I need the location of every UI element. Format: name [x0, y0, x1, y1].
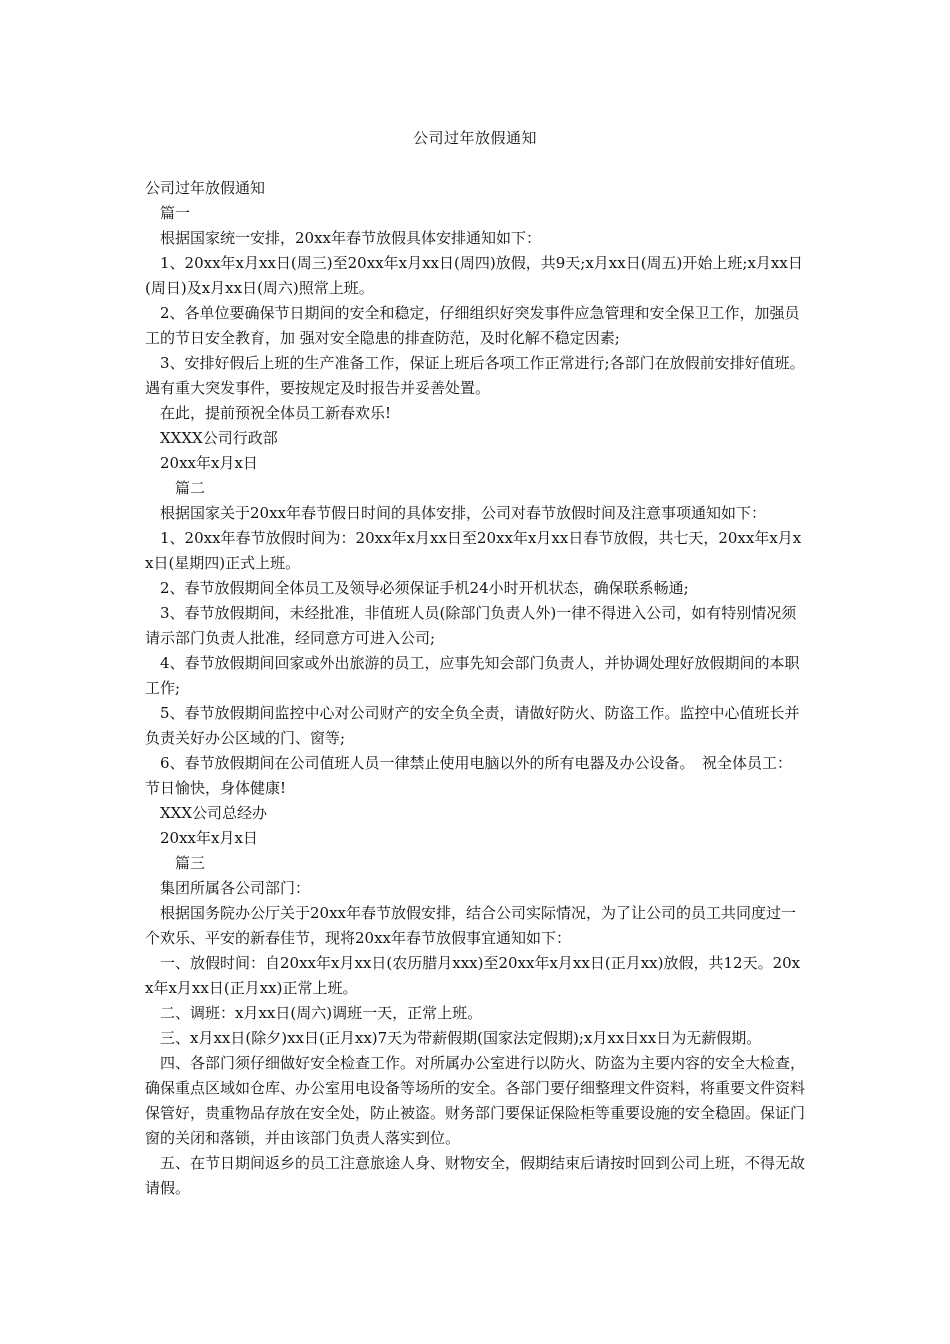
- paragraph: 根据国家统一安排，20xx年春节放假具体安排通知如下：: [160, 229, 542, 247]
- section-heading-3: 篇三: [175, 854, 206, 872]
- paragraph: 1、20xx年春节放假时间为：20xx年x月xx日至20xx年x月xx日春节放假，共七天，20xx年x月xx日(星期四)正式上班。: [145, 529, 802, 572]
- signature-org: XXX公司总经办: [160, 804, 268, 822]
- paragraph: 五、在节日期间返乡的员工注意旅途人身、财物安全，假期结束后请按时回到公司上班，不得无故请假。: [145, 1154, 806, 1197]
- paragraph-doc-subtitle: 公司过年放假通知: [145, 179, 266, 197]
- signature-date: 20xx年x月x日: [160, 454, 258, 472]
- paragraph: 5、春节放假期间监控中心对公司财产的安全负全责，请做好防火、防盗工作。监控中心值班长并负责关好办公区域的门、窗等;: [145, 704, 800, 747]
- signature-org: XXXX公司行政部: [160, 429, 278, 447]
- paragraph: 根据国家关于20xx年春节假日时间的具体安排，公司对春节放假时间及注意事项通知如下：: [160, 504, 767, 522]
- paragraph: 三、x月xx日(除夕)xx日(正月xx)7天为带薪假期(国家法定假期);x月xx日xx日为无薪假期。: [160, 1029, 762, 1047]
- document-title: 公司过年放假通知: [412, 129, 537, 147]
- paragraph: 3、春节放假期间，未经批准，非值班人员(除部门负责人外)一律不得进入公司，如有特别情况须请示部门负责人批准，经同意方可进入公司;: [145, 604, 797, 647]
- section-heading-1: 篇一: [160, 204, 191, 222]
- paragraph: 2、各单位要确保节日期间的安全和稳定，仔细组织好突发事件应急管理和安全保卫工作，加强员工的节日安全教育，加 强对安全隐患的排查防范，及时化解不稳定因素;: [145, 304, 800, 347]
- paragraph: 二、调班：x月xx日(周六)调班一天，正常上班。: [160, 1004, 483, 1022]
- paragraph: 在此，提前预祝全体员工新春欢乐!: [160, 404, 392, 422]
- section-heading-2: 篇二: [175, 479, 206, 497]
- paragraph: 3、安排好假后上班的生产准备工作，保证上班后各项工作正常进行;各部门在放假前安排好值班。遇有重大突发事件，要按规定及时报告并妥善处置。: [145, 354, 805, 397]
- paragraph: 1、20xx年x月xx日(周三)至20xx年x月xx日(周四)放假，共9天;x月xx日(周五)开始上班;x月xx日(周日)及x月xx日(周六)照常上班。: [145, 254, 803, 297]
- paragraph: 根据国务院办公厅关于20xx年春节放假安排，结合公司实际情况，为了让公司的员工共同度过一个欢乐、平安的新春佳节，现将20xx年春节放假事宜通知如下：: [145, 904, 797, 947]
- paragraph: 6、春节放假期间在公司值班人员一律禁止使用电脑以外的所有电器及办公设备。 祝全体员工： 节日愉快，身体健康!: [145, 754, 800, 797]
- paragraph: 四、各部门须仔细做好安全检查工作。对所属办公室进行以防火、防盗为主要内容的安全大检查，确保重点区域如仓库、办公室用电设备等场所的安全。各部门要仔细整理文件资料，将重要文件资料保管好，贵重物品存放在安全处，防止被盗。财务部门要保证保险柜等重要设施的安全稳固。保证门窗的关闭和落锁，并由该部门负责人落实到位。: [145, 1054, 806, 1147]
- paragraph: 一、放假时间：自20xx年x月xx日(农历腊月xxx)至20xx年x月xx日(正月xx)放假，共12天。20xx年x月xx日(正月xx)正常上班。: [145, 954, 801, 997]
- document-body: [145, 176, 805, 1201]
- signature-date: 20xx年x月x日: [160, 829, 258, 847]
- paragraph: 4、春节放假期间回家或外出旅游的员工，应事先知会部门负责人，并协调处理好放假期间的本职工作;: [145, 654, 800, 697]
- paragraph: 集团所属各公司部门：: [160, 879, 311, 897]
- paragraph: 2、春节放假期间全体员工及领导必须保证手机24小时开机状态，确保联系畅通;: [160, 579, 689, 597]
